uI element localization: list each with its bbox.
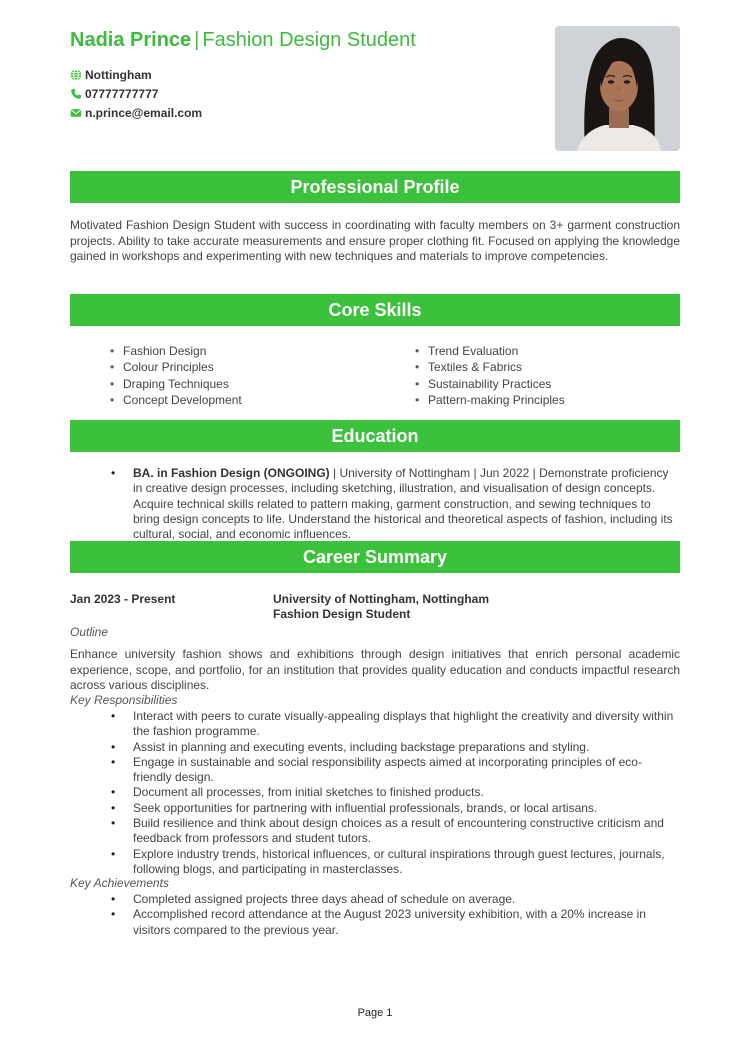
responsibility-item: • Engage in sustainable and social responsibility aspects aimed at incorporating principles of eco-friendly design. xyxy=(70,755,680,786)
outline-label: Outline xyxy=(70,625,109,639)
outline-text: Enhance university fashion shows and exhibitions through design initiatives that enrich personal academic experience, scope, and portfolio, for an institution that provides quality education and conducts impactful research across various disciplines. xyxy=(70,647,680,692)
profile-summary: Motivated Fashion Design Student with success in coordinating with faculty members on 3+ garment construction projects. Ability to take accurate measurements and ensure proper clothing fit. Focused on applying the knowledge gained in workshops and experimenting with new techniques and materials to improve competencies. xyxy=(70,218,680,263)
page-number: Page 1 xyxy=(357,1007,393,1019)
email-text: n.prince@email.com xyxy=(85,105,203,120)
degree-details: | University of Nottingham | Jun 2022 | Demonstrate proficiency in creative design processes, including sketching, illustration, and visualisation of design concepts. Acquire technical skills related to pattern making, garment construction, and sewing techniques to bring design concepts to life. Understand the historical and theoretical aspects of fashion, including its cultural, social, and economic influences. xyxy=(133,466,673,542)
achievements-list xyxy=(70,892,680,938)
skill-item: • Pattern-making Principles xyxy=(415,392,680,408)
candidate-name: Nadia Prince xyxy=(70,29,192,51)
candidate-title: Fashion Design Student xyxy=(202,29,416,51)
phone-icon xyxy=(70,88,82,100)
contact-location xyxy=(70,65,540,84)
skills-right-column xyxy=(375,343,680,408)
skills-left-column xyxy=(70,343,375,408)
contact-list xyxy=(70,65,540,122)
location-text: Nottingham xyxy=(85,67,152,82)
responsibility-item: • Interact with peers to curate visually-appealing displays that highlight the creativity and diversity within the fashion programme. xyxy=(70,709,680,740)
degree-title: BA. in Fashion Design (ONGOING) xyxy=(133,466,330,480)
skills-columns xyxy=(70,343,680,408)
portrait-image xyxy=(555,26,680,151)
skill-item: • Sustainability Practices xyxy=(415,376,680,392)
skill-item: • Colour Principles xyxy=(110,359,375,375)
globe-icon xyxy=(70,69,82,81)
skill-item: • Draping Techniques xyxy=(110,376,375,392)
section-header-career: Career Summary xyxy=(70,541,680,573)
envelope-icon xyxy=(70,107,82,119)
title-separator: | xyxy=(194,29,200,51)
profile-photo xyxy=(555,26,680,151)
contact-phone xyxy=(70,84,540,103)
education-item xyxy=(70,466,680,542)
phone-text: 07777777777 xyxy=(85,86,159,101)
responsibility-item: • Seek opportunities for partnering with influential professionals, brands, or local artisans. xyxy=(70,801,680,816)
achievement-item: • Accomplished record attendance at the August 2023 university exhibition, with a 20% increase in visitors compared to the previous year. xyxy=(70,907,680,938)
responsibilities-label: Key Responsibilities xyxy=(70,693,178,707)
job-role: Fashion Design Student xyxy=(273,607,411,621)
section-header-profile: Professional Profile xyxy=(70,171,680,203)
section-header-skills: Core Skills xyxy=(70,294,680,326)
employer-name: University of Nottingham, Nottingham xyxy=(273,592,489,606)
responsibility-item: • Document all processes, from initial sketches to finished products. xyxy=(70,785,680,800)
job-date: Jan 2023 - Present xyxy=(70,592,176,606)
job-organisation xyxy=(273,592,489,622)
skill-item: • Concept Development xyxy=(110,392,375,408)
skill-item: • Textiles & Fabrics xyxy=(415,359,680,375)
responsibilities-list xyxy=(70,709,680,877)
responsibility-item: • Assist in planning and executing events, including backstage preparations and styling. xyxy=(70,740,680,755)
section-header-education: Education xyxy=(70,420,680,452)
responsibility-item: • Explore industry trends, historical influences, or cultural inspirations through guest lectures, journals, following blogs, and participating in masterclasses. xyxy=(70,847,680,878)
resume-header xyxy=(70,28,540,122)
achievements-label: Key Achievements xyxy=(70,876,169,890)
education-list xyxy=(70,466,680,542)
contact-email xyxy=(70,103,540,122)
skill-item: • Fashion Design xyxy=(110,343,375,359)
responsibility-item: • Build resilience and think about design choices as a result of encountering constructive criticism and feedback from professors and student tutors. xyxy=(70,816,680,847)
achievement-item: • Completed assigned projects three days ahead of schedule on average. xyxy=(70,892,680,907)
skill-item: • Trend Evaluation xyxy=(415,343,680,359)
name-line xyxy=(70,28,540,52)
